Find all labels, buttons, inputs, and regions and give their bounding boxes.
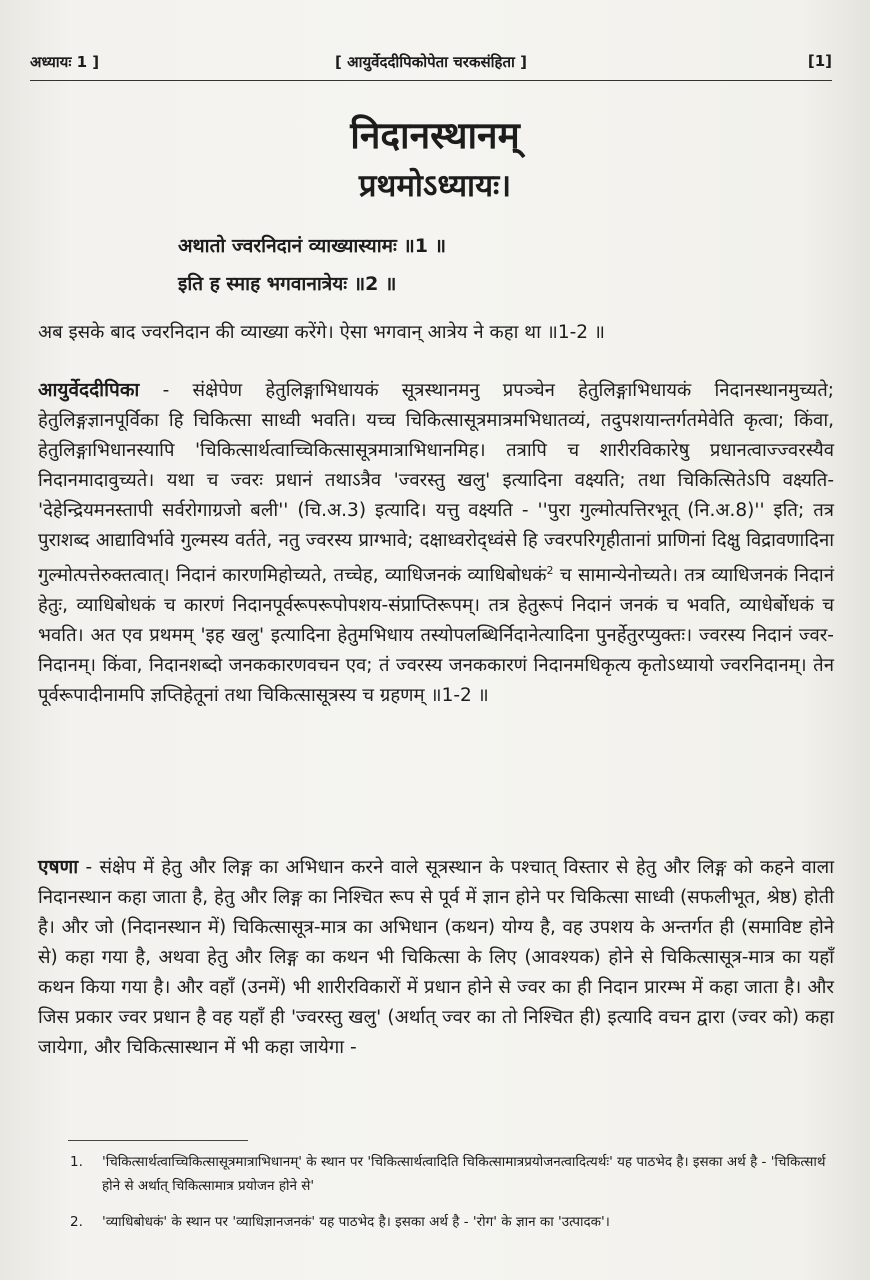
eshana-text: - संक्षेप में हेतु और लिङ्ग का अभिधान करने वाले सूत्रस्थान के पश्चात् विस्तार से हेतु और लिङ्ग को कहने वाला निदानस्थान कहा जाता है, हेतु और लिङ्ग का निश्चित रूप से पूर्व में ज्ञान होने पर चिकित्सा साध्वी (सफलीभूत, श्रेष्ठ) होती है। और जो (निदानस्थान में) चिकित्सासूत्र-मात्र का अभिधान (कथन) योग्य है, वह उपशय के अन्तर्गत ही (समाविष्ट होने से) कहा गया है, अथवा हेतु और लिङ्ग का कथन भी चिकित्सा के लिए (आवश्यक) होने से चिकित्सासूत्र-मात्र का यहाँ कथन किया गया है। और वहाँ (उनमें) भी शारीरविकारों में प्रधान होने से ज्वर का ही निदान प्रारम्भ में कहा जाता है। और जिस प्रकार ज्वर प्रधान है वह यहाँ ही 'ज्वरस्तु खलु' (अर्थात् ज्वर का तो निश्चित ही) इत्यादि वचन द्वारा (ज्वर को) कहा जायेगा, और चिकित्सास्थान में भी कहा जायेगा - [38,857,834,1058]
running-head [30,52,832,78]
header-rule [30,80,832,81]
eshana-commentary [38,852,834,1063]
ayurvedadipika-commentary [38,375,834,711]
commentary-label: आयुर्वेददीपिका [38,379,140,401]
footnote-rule [68,1140,248,1141]
footnote-text: 'चिकित्सार्थत्वाच्चिकित्सासूत्रमात्राभिधानम्' के स्थान पर 'चिकित्सार्थत्वादिति चिकित्सामात्रप्रयोजनत्वादित्यर्थः' यह पाठभेद है। इसका अर्थ है - 'चिकित्सार्थ होने से अर्थात् चिकित्सामात्र प्रयोजन होने से' [102,1154,826,1194]
footnote-ref-2: 2 [546,564,554,577]
verse-2: इति ह स्माह भगवानात्रेयः ॥2 ॥ [178,273,397,295]
footnote-number: 1. [70,1154,83,1170]
chapter-marker: अध्यायः 1 ] [30,53,100,71]
translation-paragraph: अब इसके बाद ज्वरनिदान की व्याख्या करेंगे। ऐसा भगवान् आत्रेय ने कहा था ॥1-2 ॥ [38,322,605,343]
page-number: [1] [807,52,832,70]
footnote-1 [70,1150,840,1198]
commentary-text-cont: च सामान्येनोच्यते। तत्र व्याधिजनकं निदानं हेतुः, व्याधिबोधकं च कारणं निदानपूर्वरूपरूपोपशय-संप्राप्तिरूपम्। तत्र हेतुरूपं निदानं जनकं च भवति, व्याधेर्बोधकं च भवति। अत एव प्रथमम् 'इह खलु' इत्यादिना हेतुमभिधाय तस्योपलब्धिर्निदानेत्यादिना पुनर्हेतुरप्युक्तः। ज्वरस्य निदानं ज्वर- निदानम्। किंवा, निदानशब्दो जनककारणवचन एव; तं ज्वरस्य जनककारणं निदानमधिकृत्य कृतोऽध्यायो ज्वरनिदानम्। तेन पूर्वरूपादीनामपि ज्ञप्तिहेतूनां तथा चिकित्सासूत्रस्य च ग्रहणम् ॥1-2 ॥ [38,565,834,707]
section-title: निदानस्थानम् [350,114,520,157]
footnote-text: 'व्याधिबोधकं' के स्थान पर 'व्याधिज्ञानजनकं' यह पाठभेद है। इसका अर्थ है - 'रोग' के ज्ञान का 'उत्पादक'। [102,1214,610,1230]
footnote-2 [70,1210,840,1234]
chapter-title: प्रथमोऽध्यायः। [358,168,512,204]
commentary-text: - संक्षेपेण हेतुलिङ्गाभिधायकं सूत्रस्थानमनु प्रपञ्चेन हेतुलिङ्गाभिधायकं निदानस्थानमुच्यते; हेतुलिङ्गज्ञानपूर्विका हि चिकित्सा साध्वी भवति। यच्च चिकित्सासूत्रमात्रमभिधातव्यं, तदुपशयान्तर्गतमेवेति कृत्वा; किंवा, हेतुलिङ्गाभिधानस्यापि 'चिकित्सार्थत्वाच्चिकित्सासूत्रमात्राभिधानमिह। तत्रापि च शारीरविकारेषु प्रधानत्वाज्ज्वरस्यैव निदानमादावुच्यते। यथा च ज्वरः प्रधानं तथाऽत्रैव 'ज्वरस्तु खलु' इत्यादिना वक्ष्यति; तथा चिकित्सितेऽपि वक्ष्यति- 'देहेन्द्रियमनस्तापी सर्वरोगाग्रजो बली'' (चि.अ.3) इत्यादि। यत्तु वक्ष्यति - ''पुरा गुल्मोत्पत्तिरभूत् (नि.अ.8)'' इति; तत्र पुराशब्द आद्याविर्भावे गुल्मस्य वर्तते, नतु ज्वरस्य प्राग्भावे; दक्षाध्वरोद्ध्वंसे हि ज्वरपरिगृहीतानां प्राणिनां दिक्षु विद्रावणादिना गुल्मोत्पत्तेरुक्तत्वात्। निदानं कारणमिहोच्यते, तच्चेह, व्याधिजनकं व्याधिबोधकं [38,380,834,587]
footnote-number: 2. [70,1214,83,1230]
verse-1: अथातो ज्वरनिदानं व्याख्यास्यामः ॥1 ॥ [178,235,447,257]
eshana-label: एषणा [38,856,79,878]
book-title: [ आयुर्वेददीपिकोपेता चरकसंहिता ] [335,53,527,71]
